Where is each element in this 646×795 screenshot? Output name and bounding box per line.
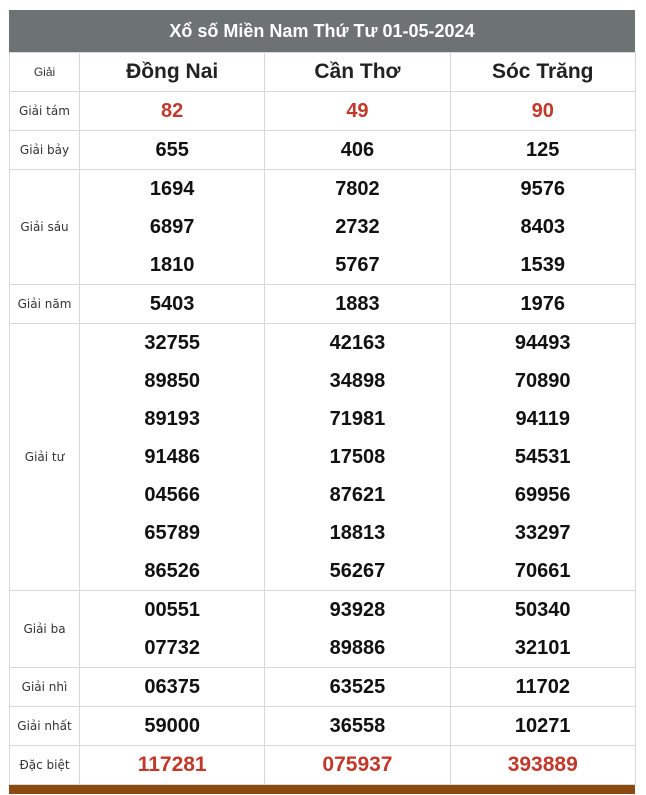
prize-cell-can-tho (265, 170, 450, 285)
winning-number: 1976 (520, 293, 565, 315)
winning-number: 117281 (137, 753, 207, 776)
prize-row (10, 591, 636, 668)
prize-cell-soc-trang (450, 746, 635, 785)
prize-cell-dong-nai (80, 324, 265, 591)
prize-label: Giải bảy (10, 131, 80, 170)
prize-cell-can-tho (265, 668, 450, 707)
winning-number: 89886 (329, 637, 386, 659)
prize-label: Đặc biệt (10, 746, 80, 785)
prize-cell-dong-nai (80, 591, 265, 668)
results-table (9, 52, 636, 785)
winning-number: 32101 (514, 637, 571, 659)
winning-number: 393889 (507, 753, 578, 776)
prize-cell-soc-trang (450, 668, 635, 707)
prize-cell-dong-nai (80, 131, 265, 170)
prize-cell-dong-nai (80, 92, 265, 131)
prize-row (10, 746, 636, 785)
prize-cell-can-tho (265, 285, 450, 324)
prize-cell-can-tho (265, 131, 450, 170)
winning-number: 6897 (149, 216, 195, 238)
prize-label: Giải tư (10, 324, 80, 591)
prize-cell-can-tho (265, 746, 450, 785)
winning-number: 63525 (329, 676, 386, 698)
winning-number: 56267 (329, 560, 386, 582)
prize-cell-can-tho (265, 591, 450, 668)
prize-row (10, 131, 636, 170)
winning-number: 69956 (514, 484, 571, 506)
prize-label: Giải năm (10, 285, 80, 324)
prize-row (10, 285, 636, 324)
winning-number: 1539 (520, 254, 565, 276)
winning-number: 10271 (514, 715, 571, 737)
winning-number: 93928 (329, 599, 386, 621)
prize-cell-dong-nai (80, 746, 265, 785)
results-panel (9, 10, 635, 794)
winning-number: 5767 (335, 254, 380, 276)
winning-number: 70661 (514, 560, 571, 582)
winning-number: 54531 (514, 446, 571, 468)
prize-cell-can-tho (265, 92, 450, 131)
province-header-can-tho[interactable]: Cần Thơ (265, 53, 450, 92)
prize-column-header: Giải (10, 53, 80, 92)
prize-label: Giải sáu (10, 170, 80, 285)
prize-row (10, 668, 636, 707)
winning-number: 1694 (149, 178, 195, 200)
winning-number: 1810 (149, 254, 195, 276)
winning-number: 32755 (144, 332, 200, 354)
winning-number: 94493 (514, 332, 571, 354)
winning-number: 33297 (514, 522, 571, 544)
winning-number: 94119 (515, 408, 570, 430)
winning-number: 91486 (144, 446, 200, 468)
winning-number: 36558 (329, 715, 386, 737)
prize-row (10, 170, 636, 285)
province-header-dong-nai[interactable]: Đồng Nai (80, 53, 265, 92)
winning-number: 18813 (329, 522, 386, 544)
prize-cell-soc-trang (450, 170, 635, 285)
winning-number: 2732 (335, 216, 380, 238)
results-body (10, 92, 636, 785)
winning-number: 42163 (329, 332, 386, 354)
winning-number: 655 (155, 139, 189, 161)
header-row (10, 53, 636, 92)
prize-cell-can-tho (265, 707, 450, 746)
winning-number: 04566 (144, 484, 200, 506)
winning-number: 07732 (144, 637, 200, 659)
prize-cell-soc-trang (450, 591, 635, 668)
winning-number: 1883 (335, 293, 380, 315)
winning-number: 71981 (329, 408, 386, 430)
winning-number: 50340 (514, 599, 571, 621)
prize-label: Giải nhì (10, 668, 80, 707)
prize-label: Giải nhất (10, 707, 80, 746)
prize-cell-can-tho (265, 324, 450, 591)
results-title: Xổ số Miền Nam Thứ Tư 01-05-2024 (9, 10, 635, 52)
winning-number: 59000 (144, 715, 200, 737)
winning-number: 65789 (144, 522, 200, 544)
winning-number: 70890 (514, 370, 571, 392)
winning-number: 11702 (515, 676, 570, 698)
bottom-bar (9, 785, 635, 794)
prize-cell-soc-trang (450, 92, 635, 131)
winning-number: 49 (346, 100, 369, 122)
winning-number: 82 (161, 100, 184, 122)
prize-cell-dong-nai (80, 285, 265, 324)
winning-number: 89850 (144, 370, 200, 392)
winning-number: 5403 (149, 293, 195, 315)
winning-number: 34898 (329, 370, 386, 392)
winning-number: 86526 (144, 560, 200, 582)
winning-number: 00551 (144, 599, 200, 621)
winning-number: 87621 (329, 484, 386, 506)
prize-cell-dong-nai (80, 170, 265, 285)
prize-cell-dong-nai (80, 707, 265, 746)
prize-label: Giải ba (10, 591, 80, 668)
prize-row (10, 92, 636, 131)
winning-number: 17508 (329, 446, 386, 468)
winning-number: 90 (531, 100, 554, 122)
winning-number: 075937 (322, 753, 393, 776)
prize-cell-soc-trang (450, 324, 635, 591)
prize-cell-soc-trang (450, 131, 635, 170)
prize-row (10, 707, 636, 746)
winning-number: 406 (340, 139, 375, 161)
prize-cell-dong-nai (80, 668, 265, 707)
winning-number: 9576 (520, 178, 565, 200)
prize-cell-soc-trang (450, 285, 635, 324)
province-header-soc-trang[interactable]: Sóc Trăng (450, 53, 635, 92)
prize-cell-soc-trang (450, 707, 635, 746)
winning-number: 06375 (144, 676, 200, 698)
prize-label: Giải tám (10, 92, 80, 131)
prize-row (10, 324, 636, 591)
winning-number: 7802 (335, 178, 380, 200)
winning-number: 89193 (144, 408, 200, 430)
winning-number: 125 (526, 139, 560, 161)
winning-number: 8403 (520, 216, 565, 238)
